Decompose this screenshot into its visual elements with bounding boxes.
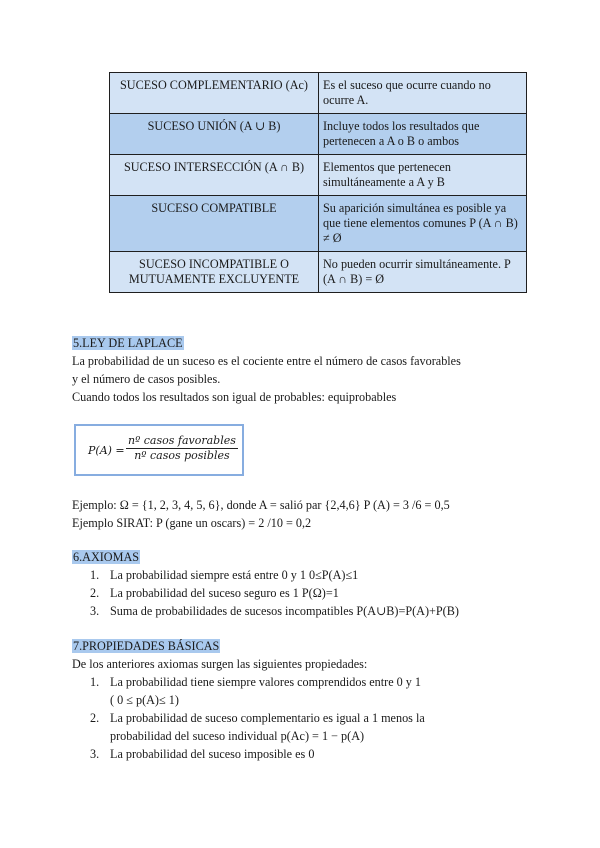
axiom-item: Suma de probabilidades de sucesos incompatibles P(A∪B)=P(A)+P(B) [110,604,459,618]
propiedades-intro: De los anteriores axiomas surgen las siguientes propiedades: [72,657,368,671]
property-item-line-1: La probabilidad del suceso imposible es 0 [110,747,315,761]
formula-lhs: P(A) = [88,444,125,457]
laplace-text-line-2: y el número de casos posibles. [72,372,221,386]
list-number: 3. [90,747,100,761]
section-heading-text: 5.LEY DE LAPLACE [73,336,183,350]
axiom-item: La probabilidad siempre está entre 0 y 1 0≤P(A)≤1 [110,568,359,582]
table-row [110,196,527,252]
example-1: Ejemplo: Ω = {1, 2, 3, 4, 5, 6}, donde A = salió par {2,4,6} P (A) = 3 /6 = 0,5 [72,498,450,512]
laplace-formula-box [74,424,244,476]
event-name: SUCESO COMPLEMENTARIO (Ac) [110,73,319,114]
property-item-line-2: ( 0 ≤ p(A)≤ 1) [110,693,179,707]
event-description: Es el suceso que ocurre cuando no ocurre A. [319,73,527,114]
section-heading-text: 6.AXIOMAS [73,550,140,564]
propiedades-heading [72,637,220,655]
table-row [110,73,527,114]
property-item-line-1: La probabilidad de suceso complementario es igual a 1 menos la [110,711,425,725]
laplace-heading [72,334,184,352]
event-description: No pueden ocurrir simultáneamente. P (A ∩ B) = Ø [319,252,527,293]
property-item-line-1: La probabilidad tiene siempre valores comprendidos entre 0 y 1 [110,675,422,689]
formula-fraction [126,434,238,463]
table-row [110,114,527,155]
formula-numerator: nº casos favorables [128,434,236,447]
section-heading-text: 7.PROPIEDADES BÁSICAS [73,639,220,653]
event-name: SUCESO COMPATIBLE [110,196,319,252]
list-number: 2. [90,711,100,725]
list-number: 3. [90,604,100,618]
list-number: 1. [90,568,100,582]
event-name: SUCESO INTERSECCIÓN (A ∩ B) [110,155,319,196]
event-name: SUCESO INCOMPATIBLE O MUTUAMENTE EXCLUYENTE [110,252,319,293]
table-row [110,252,527,293]
events-table [109,72,527,293]
axiomas-heading [72,548,140,566]
formula-denominator: nº casos posibles [134,449,230,462]
laplace-text-line-1: La probabilidad de un suceso es el cociente entre el número de casos favorables [72,354,461,368]
property-item-line-2: probabilidad del suceso individual p(Ac) = 1 − p(A) [110,729,365,743]
list-number: 2. [90,586,100,600]
table-row [110,155,527,196]
axiom-item: La probabilidad del suceso seguro es 1 P(Ω)=1 [110,586,339,600]
event-description: Incluye todos los resultados que pertenecen a A o B o ambos [319,114,527,155]
laplace-text-line-3: Cuando todos los resultados son igual de probables: equiprobables [72,390,397,404]
event-description: Su aparición simultánea es posible ya que tiene elementos comunes P (A ∩ B) ≠ Ø [319,196,527,252]
example-2: Ejemplo SIRAT: P (gane un oscars) = 2 /10 = 0,2 [72,516,312,530]
list-number: 1. [90,675,100,689]
event-description: Elementos que pertenecen simultáneamente a A y B [319,155,527,196]
event-name: SUCESO UNIÓN (A ∪ B) [110,114,319,155]
